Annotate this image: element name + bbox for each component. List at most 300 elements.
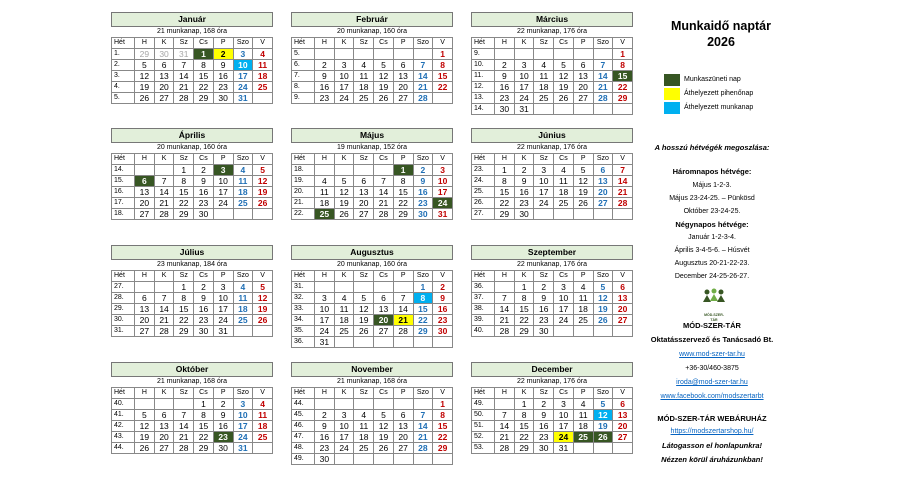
day-cell	[433, 337, 453, 348]
day-cell: 23	[194, 198, 214, 209]
month-table	[291, 270, 453, 348]
weekday-header: H	[315, 271, 335, 282]
week-number: 21.	[292, 198, 315, 209]
day-cell: 19	[593, 304, 613, 315]
week-row	[112, 198, 273, 209]
day-cell: 16	[194, 187, 214, 198]
day-cell: 6	[593, 165, 613, 176]
day-cell: 29	[194, 443, 214, 454]
week-row	[292, 293, 453, 304]
day-cell: 22	[433, 432, 453, 443]
day-cell: 16	[213, 421, 233, 432]
day-cell: 19	[253, 187, 273, 198]
day-cell	[413, 49, 433, 60]
day-cell: 4	[573, 282, 593, 293]
day-cell: 24	[554, 315, 574, 326]
month-summary: 19 munkanap, 152 óra	[336, 144, 408, 151]
day-cell	[433, 93, 453, 104]
month-block	[111, 362, 273, 454]
week-row	[112, 293, 273, 304]
day-cell: 10	[433, 176, 453, 187]
day-cell	[573, 104, 593, 115]
month-block	[111, 245, 273, 337]
day-cell: 8	[433, 60, 453, 71]
day-cell: 11	[253, 60, 273, 71]
day-cell: 3	[554, 399, 574, 410]
month-table	[111, 387, 273, 454]
day-cell: 19	[253, 304, 273, 315]
day-cell: 2	[514, 165, 534, 176]
day-cell: 5	[374, 60, 394, 71]
month-summary: 20 munkanap, 160 óra	[336, 28, 408, 35]
day-cell: 8	[194, 410, 214, 421]
legend-work-day	[664, 102, 864, 114]
company-subtitle: Oktatásszervező és Tanácsadó Bt.	[650, 335, 774, 344]
week-row	[292, 282, 453, 293]
day-cell: 24	[213, 198, 233, 209]
week-column-header: Hét	[472, 388, 495, 399]
day-cell: 29	[174, 326, 194, 337]
day-cell: 5	[573, 165, 593, 176]
week-number: 17.	[112, 198, 135, 209]
three-day-item: Május 23-24-25. – Pünkösd	[669, 195, 755, 202]
legend-swatch-green	[664, 74, 680, 86]
week-number: 18.	[292, 165, 315, 176]
day-cell	[374, 454, 394, 465]
weekday-header: P	[213, 388, 233, 399]
month-block	[471, 128, 633, 220]
day-cell: 8	[194, 60, 214, 71]
day-cell: 2	[213, 49, 233, 60]
day-cell: 5	[554, 60, 574, 71]
day-cell: 7	[174, 60, 194, 71]
week-number: 44.	[112, 443, 135, 454]
week-row	[292, 60, 453, 71]
day-cell: 18	[554, 187, 574, 198]
week-number: 13.	[472, 93, 495, 104]
day-cell: 19	[135, 432, 155, 443]
day-cell: 26	[334, 209, 354, 220]
day-cell: 20	[135, 315, 155, 326]
day-cell	[315, 165, 335, 176]
website-link[interactable]: www.mod-szer-tar.hu	[679, 351, 745, 358]
day-cell: 28	[593, 93, 613, 104]
day-cell: 8	[413, 293, 433, 304]
weekday-header: Szo	[233, 38, 253, 49]
day-cell: 12	[554, 71, 574, 82]
week-number: 46.	[292, 421, 315, 432]
day-cell	[334, 49, 354, 60]
day-cell: 29	[393, 209, 413, 220]
day-cell: 22	[413, 315, 433, 326]
week-row	[292, 337, 453, 348]
month-block	[291, 12, 453, 104]
week-number: 3.	[112, 71, 135, 82]
day-cell: 25	[315, 209, 335, 220]
day-cell: 26	[374, 93, 394, 104]
weekday-header: P	[213, 38, 233, 49]
day-cell: 13	[354, 187, 374, 198]
day-cell: 25	[534, 93, 554, 104]
day-cell: 16	[433, 304, 453, 315]
week-row	[292, 49, 453, 60]
day-cell: 27	[573, 93, 593, 104]
day-cell: 14	[495, 304, 515, 315]
day-cell	[593, 443, 613, 454]
week-number: 4.	[112, 82, 135, 93]
day-cell: 26	[573, 198, 593, 209]
day-cell: 22	[495, 198, 515, 209]
day-cell	[354, 399, 374, 410]
day-cell: 31	[433, 209, 453, 220]
day-cell: 8	[433, 410, 453, 421]
day-cell: 12	[593, 293, 613, 304]
week-number: 35.	[292, 326, 315, 337]
week-row	[472, 82, 633, 93]
day-cell: 11	[354, 421, 374, 432]
day-cell: 22	[514, 315, 534, 326]
legend-label: Áthelyezett munkanap	[684, 104, 754, 111]
day-cell: 23	[315, 93, 335, 104]
week-row	[292, 454, 453, 465]
day-cell: 5	[135, 410, 155, 421]
month-name: Augusztus	[291, 245, 453, 260]
month-name: December	[471, 362, 633, 377]
month-name: Szeptember	[471, 245, 633, 260]
day-cell: 29	[433, 443, 453, 454]
day-cell: 18	[354, 82, 374, 93]
day-cell: 20	[135, 198, 155, 209]
day-cell: 13	[154, 421, 174, 432]
day-cell: 31	[213, 326, 233, 337]
day-cell	[593, 326, 613, 337]
day-cell	[374, 49, 394, 60]
day-cell	[354, 165, 374, 176]
month-table	[471, 387, 633, 454]
week-column-header: Hét	[472, 271, 495, 282]
day-cell: 22	[433, 82, 453, 93]
weekday-header: Cs	[374, 271, 394, 282]
day-cell: 3	[213, 165, 233, 176]
day-cell: 22	[174, 198, 194, 209]
day-cell	[374, 337, 394, 348]
day-cell	[495, 49, 515, 60]
week-row	[472, 293, 633, 304]
weekday-header: Cs	[554, 154, 574, 165]
week-number: 40.	[112, 399, 135, 410]
weekday-header: H	[495, 38, 515, 49]
day-cell: 4	[573, 399, 593, 410]
day-cell: 24	[433, 198, 453, 209]
day-cell: 18	[253, 71, 273, 82]
day-cell: 12	[374, 421, 394, 432]
day-cell: 14	[174, 71, 194, 82]
day-cell: 18	[354, 432, 374, 443]
day-cell: 9	[194, 176, 214, 187]
week-row	[472, 421, 633, 432]
three-day-item: Október 23-24-25.	[683, 208, 741, 215]
day-cell: 28	[495, 326, 515, 337]
day-cell: 22	[514, 432, 534, 443]
day-cell: 29	[495, 209, 515, 220]
week-number: 31.	[292, 282, 315, 293]
day-cell	[393, 49, 413, 60]
day-cell	[554, 209, 574, 220]
day-cell: 4	[354, 410, 374, 421]
day-cell	[354, 454, 374, 465]
week-number: 15.	[112, 176, 135, 187]
weekday-header: Cs	[374, 38, 394, 49]
weekday-header: V	[613, 271, 633, 282]
day-cell: 20	[593, 187, 613, 198]
weekday-header: H	[135, 38, 155, 49]
day-cell: 23	[433, 315, 453, 326]
day-cell: 26	[354, 326, 374, 337]
day-cell: 28	[613, 198, 633, 209]
day-cell	[253, 326, 273, 337]
day-cell	[593, 209, 613, 220]
day-cell: 25	[554, 198, 574, 209]
month-table	[471, 153, 633, 220]
day-cell: 26	[374, 443, 394, 454]
day-cell	[593, 104, 613, 115]
day-cell: 1	[514, 282, 534, 293]
day-cell: 16	[495, 82, 515, 93]
day-cell: 5	[593, 282, 613, 293]
day-cell: 3	[514, 60, 534, 71]
day-cell: 28	[174, 93, 194, 104]
day-cell: 9	[495, 71, 515, 82]
day-cell: 7	[174, 410, 194, 421]
day-cell: 2	[534, 399, 554, 410]
week-row	[112, 93, 273, 104]
week-number: 36.	[472, 282, 495, 293]
week-number: 8.	[292, 82, 315, 93]
day-cell: 21	[613, 187, 633, 198]
day-cell: 17	[554, 421, 574, 432]
week-number: 27.	[472, 209, 495, 220]
day-cell: 28	[154, 326, 174, 337]
weekday-header: K	[514, 271, 534, 282]
day-cell	[413, 399, 433, 410]
day-cell	[534, 49, 554, 60]
day-cell: 7	[495, 410, 515, 421]
day-cell: 4	[334, 293, 354, 304]
weekday-header: Cs	[194, 38, 214, 49]
week-number: 5.	[112, 93, 135, 104]
day-cell: 30	[413, 209, 433, 220]
day-cell: 21	[154, 315, 174, 326]
weekday-header: Szo	[413, 154, 433, 165]
shop-link[interactable]: https://modszertarshop.hu/	[670, 428, 754, 435]
weekday-header: Cs	[374, 388, 394, 399]
weekday-header: H	[495, 271, 515, 282]
weekday-header: H	[495, 154, 515, 165]
day-cell: 21	[495, 432, 515, 443]
week-row	[292, 209, 453, 220]
weekday-header: K	[514, 388, 534, 399]
facebook-link[interactable]: www.facebook.com/modszertarbt	[660, 393, 764, 400]
weekday-header: Sz	[534, 38, 554, 49]
week-row	[112, 421, 273, 432]
week-number: 11.	[472, 71, 495, 82]
weekday-header: K	[514, 154, 534, 165]
day-cell: 16	[413, 187, 433, 198]
day-cell: 16	[194, 304, 214, 315]
day-cell: 11	[573, 293, 593, 304]
four-day-title: Négynapos hétvége:	[675, 220, 749, 229]
month-table	[291, 387, 453, 465]
week-number: 28.	[112, 293, 135, 304]
day-cell	[315, 282, 335, 293]
day-cell: 7	[374, 176, 394, 187]
day-cell: 2	[534, 282, 554, 293]
weekday-header: Cs	[194, 388, 214, 399]
day-cell: 8	[393, 176, 413, 187]
day-cell: 30	[514, 209, 534, 220]
weekday-header-row	[472, 38, 633, 49]
day-cell: 21	[154, 198, 174, 209]
week-row	[292, 71, 453, 82]
weekday-header: K	[334, 388, 354, 399]
day-cell: 14	[393, 304, 413, 315]
day-cell: 11	[334, 304, 354, 315]
logo-text: MÓD-SZER-TÁR	[704, 313, 724, 322]
month-summary: 22 munkanap, 176 óra	[516, 261, 588, 268]
month-name: Május	[291, 128, 453, 143]
day-cell: 17	[334, 82, 354, 93]
day-cell: 28	[154, 209, 174, 220]
shop-title: MÓD-SZER-TÁR WEBÁRUHÁZ	[657, 414, 767, 423]
day-cell: 9	[514, 176, 534, 187]
day-cell: 11	[253, 410, 273, 421]
day-cell: 23	[534, 315, 554, 326]
week-column-header: Hét	[472, 38, 495, 49]
week-number: 43.	[112, 432, 135, 443]
month-summary: 22 munkanap, 176 óra	[516, 378, 588, 385]
day-cell: 17	[315, 315, 335, 326]
week-row	[472, 326, 633, 337]
weekday-header: Cs	[554, 388, 574, 399]
week-column-header: Hét	[112, 271, 135, 282]
weekday-header: Szo	[413, 388, 433, 399]
day-cell: 22	[393, 198, 413, 209]
day-cell	[393, 399, 413, 410]
day-cell: 15	[194, 71, 214, 82]
day-cell: 4	[315, 176, 335, 187]
day-cell: 26	[135, 93, 155, 104]
day-cell	[573, 209, 593, 220]
day-cell: 31	[174, 49, 194, 60]
week-row	[292, 421, 453, 432]
day-cell	[354, 49, 374, 60]
four-day-item: Április 3-4-5-6. – Húsvét	[674, 247, 750, 254]
weekday-header-row	[292, 388, 453, 399]
day-cell: 30	[534, 443, 554, 454]
week-number: 41.	[112, 410, 135, 421]
day-cell: 26	[593, 315, 613, 326]
day-cell: 15	[393, 187, 413, 198]
day-cell: 13	[613, 293, 633, 304]
calendar-year: 2026	[707, 35, 735, 49]
day-cell: 17	[334, 432, 354, 443]
week-row	[112, 209, 273, 220]
week-number: 42.	[112, 421, 135, 432]
day-cell: 16	[315, 432, 335, 443]
weekday-header: Sz	[354, 388, 374, 399]
day-cell: 31	[514, 104, 534, 115]
day-cell	[233, 326, 253, 337]
weekday-header: H	[135, 271, 155, 282]
day-cell: 23	[514, 198, 534, 209]
week-number: 1.	[112, 49, 135, 60]
three-day-title: Háromnapos hétvége:	[672, 167, 752, 176]
weekday-header: Sz	[534, 388, 554, 399]
day-cell: 23	[213, 432, 233, 443]
weekday-header-row	[472, 271, 633, 282]
day-cell: 17	[233, 71, 253, 82]
month-summary: 20 munkanap, 160 óra	[336, 261, 408, 268]
day-cell	[393, 454, 413, 465]
day-cell: 5	[354, 293, 374, 304]
day-cell	[593, 49, 613, 60]
day-cell: 17	[213, 304, 233, 315]
week-number: 32.	[292, 293, 315, 304]
day-cell: 3	[334, 410, 354, 421]
day-cell	[154, 399, 174, 410]
day-cell: 10	[334, 71, 354, 82]
weekday-header: K	[154, 271, 174, 282]
month-block	[291, 362, 453, 465]
week-number: 10.	[472, 60, 495, 71]
week-column-header: Hét	[472, 154, 495, 165]
day-cell: 2	[495, 60, 515, 71]
week-number: 52.	[472, 432, 495, 443]
day-cell: 10	[233, 60, 253, 71]
day-cell: 4	[354, 60, 374, 71]
day-cell: 19	[354, 315, 374, 326]
email-link[interactable]: iroda@mod-szer-tar.hu	[676, 379, 748, 386]
four-day-item: Augusztus 20-21-22-23.	[674, 260, 750, 267]
weekday-header: Sz	[174, 38, 194, 49]
month-table	[111, 37, 273, 104]
weekday-header: Sz	[354, 154, 374, 165]
day-cell: 21	[413, 432, 433, 443]
day-cell: 14	[413, 71, 433, 82]
day-cell: 26	[135, 443, 155, 454]
week-row	[292, 304, 453, 315]
day-cell: 7	[613, 165, 633, 176]
day-cell: 1	[433, 399, 453, 410]
day-cell: 28	[495, 443, 515, 454]
day-cell: 2	[433, 282, 453, 293]
weekday-header: Cs	[374, 154, 394, 165]
day-cell: 10	[233, 410, 253, 421]
day-cell: 23	[194, 315, 214, 326]
day-cell: 20	[573, 82, 593, 93]
week-row	[112, 187, 273, 198]
phone-number: +36-30/460-3875	[685, 365, 739, 372]
week-number: 47.	[292, 432, 315, 443]
day-cell: 15	[174, 187, 194, 198]
day-cell: 21	[495, 315, 515, 326]
day-cell	[315, 399, 335, 410]
day-cell: 27	[154, 443, 174, 454]
day-cell: 27	[135, 326, 155, 337]
weekday-header: P	[213, 271, 233, 282]
day-cell: 3	[433, 165, 453, 176]
week-number: 53.	[472, 443, 495, 454]
